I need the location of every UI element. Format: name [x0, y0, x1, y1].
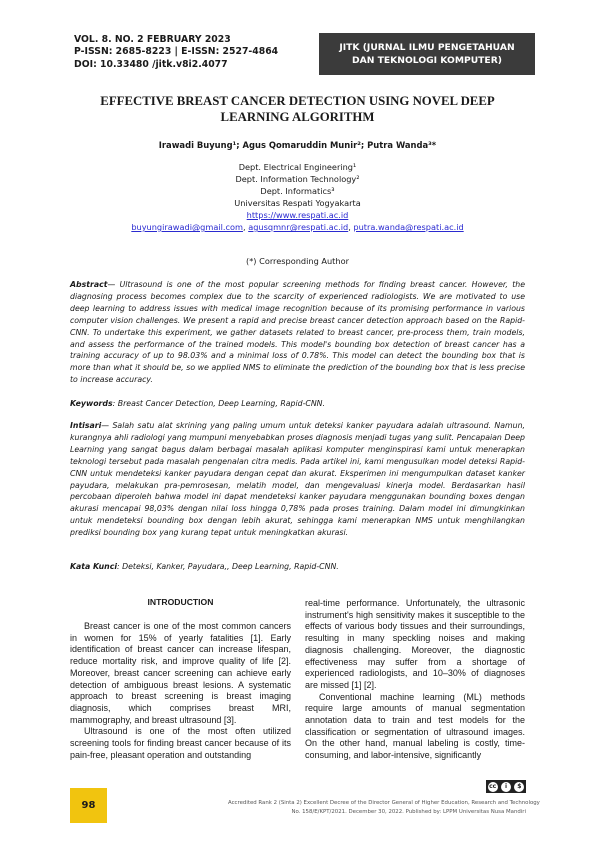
introduction-heading: INTRODUCTION	[147, 597, 214, 607]
left-column	[70, 621, 291, 761]
cc-by-icon: i	[501, 782, 511, 792]
license-line1: Accredited Rank 2 (Sinta 2) Excellent Decree of the Director General of Higher Education, Research and Technology	[228, 800, 540, 806]
journal-name-banner	[319, 33, 535, 75]
kata-kunci-text: : Deteksi, Kanker, Payudara,, Deep Learning, Rapid-CNN.	[117, 562, 339, 571]
creative-commons-icon	[486, 780, 526, 793]
right-column	[305, 598, 525, 762]
keywords-label: Keywords	[70, 399, 113, 408]
email-link-3[interactable]: putra.wanda@respati.ac.id	[353, 222, 464, 232]
journal-meta	[74, 34, 278, 71]
journal-name-line1: JITK (JURNAL ILMU PENGETAHUAN	[339, 42, 515, 53]
right-paragraph-1: real-time performance. Unfortunately, the ultrasonic instrument's high sensitivity makes it susceptible to the effects of various body tissues and their surroundings, resulting in many speckling noises and making diagnosis challenging. Moreover, the diagnostic effectiveness may suffer from a shortage of experienced radiologists, and 10–30% of diagnoses are missed [1] [2].	[305, 598, 525, 690]
keywords-text: : Breast Cancer Detection, Deep Learning, Rapid-CNN.	[112, 399, 325, 408]
left-paragraph-1: Breast cancer is one of the most common cancers in women for 15% of yearly fatalities [1]. Early identification of breast cancer can increase lifespan, reduce mortality risk, and improve quality of life [2]. Moreover, breast cancer screening can achieve early detection of ambiguous breast lesions. A systematic approach to breast screening is breast imaging diagnosis, which comprises breast MRI, mammography, and breast ultrasound [3].	[70, 621, 291, 725]
email-link-1[interactable]: buyungirawadi@gmail.com	[131, 222, 243, 232]
email-link-2[interactable]: agusqmnr@respati.ac.id	[248, 222, 349, 232]
affiliation-university: Universitas Respati Yogyakarta	[234, 198, 361, 208]
corresponding-author-note: (*) Corresponding Author	[246, 256, 349, 266]
page-number-box	[70, 788, 107, 823]
left-paragraph-2: Ultrasound is one of the most often utilized screening tools for finding breast cancer because of its pain-free, pleasant operation and outstanding	[70, 726, 291, 760]
affiliation-dept2: Dept. Information Technology²	[235, 174, 360, 184]
doi-info: DOI: 10.33480 /jitk.v8i2.4077	[74, 58, 228, 70]
page-number: 98	[81, 800, 96, 811]
paper-title	[40, 93, 555, 125]
cc-nc-icon: $	[514, 782, 524, 792]
university-website-link[interactable]: https://www.respati.ac.id	[246, 210, 349, 220]
kata-kunci-label: Kata Kunci	[70, 562, 118, 571]
issn-info: P-ISSN: 2685-8223 | E-ISSN: 2527-4864	[74, 46, 279, 58]
kata-kunci	[70, 562, 525, 571]
intisari-text: — Salah satu alat skrining yang paling umum untuk deteksi kanker payudara adalah ultrasound. Namun, kurangnya ahli radiologi yang mumpuni menyebabkan proses diagnosis menjadi tugas yang sulit. Pencapaian Deep Learning yang sangat bagus dalam berbagai masalah aplikasi komputer menginspirasi kami untuk menerapkan teknologi tersebut pada masalah pengenalan citra medis. Pada artikel ini, kami mengusulkan model deteksi Rapid-CNN untuk mendeteksi kanker payudara dengan cepat dan akurat. Eksperimen ini mengumpulkan dataset kanker payudara, melakukan pra-pemrosesan, melatih model, dan mengevaluasi kinerja model. Berdasarkan hasil percobaan diperoleh bahwa model ini dapat mendeteksi kanker payudara menggunakan bounding boxes dengan akurasi mencapai 98,03% dengan nilai loss hingga 0,78% pada proses training. Dalam model ini dimungkinkan untuk mendeteksi bounding box dengan lebih akurat, sehingga kami menerapkan NMS untuk menghilangkan prediksi bounding box yang kurang tepat untuk meningkatkan akurasi.	[70, 421, 525, 538]
abstract-text: — Ultrasound is one of the most popular screening methods for finding breast cancer. However, the diagnosing process becomes complex due to the scarcity of experienced radiologists. We are motivated to use deep learning to address issues with medical image recognition because of its promising performance in various computer vision challenges. We present a rapid and precise breast cancer detection approach based on the Rapid-CNN. To undertake this experiment, we gather datasets related to breast cancer, pre-process them, train models, and assess the performance of the trained models. This model's bounding box detection of breast cancer has a training accuracy of up to 98.03% and a minimal loss of 0.78%. This model can detect the bounding box that is more than what it should be, so we applied NMS to eliminate the prediction of the bounding box that is less precise to increase accuracy.	[70, 280, 525, 385]
affiliation-dept3: Dept. Informatics³	[260, 186, 335, 196]
affiliations: Dept. Electrical Engineering¹ Dept. Information Technology² Dept. Informatics³ Universitas Respati Yogyakarta https://www.respati.ac.id buyungirawadi@gmail.com, agusqmnr@respati.ac.id, putra.wanda@respati.ac.id	[40, 161, 555, 233]
intisari	[70, 420, 525, 539]
license-statement	[228, 799, 540, 817]
keywords	[70, 399, 525, 408]
author-list: Irawadi Buyung¹; Agus Qomaruddin Munir²; Putra Wanda³*	[158, 140, 437, 150]
license-line2: No. 158/E/KPT/2021. December 30, 2022. Published by: LPPM Universitas Nusa Mandiri	[291, 809, 526, 815]
intisari-label: Intisari	[70, 421, 102, 430]
affiliation-dept1: Dept. Electrical Engineering¹	[238, 162, 357, 172]
abstract	[70, 279, 525, 386]
title-line2: LEARNING ALGORITHM	[220, 110, 375, 124]
abstract-label: Abstract	[70, 280, 108, 289]
volume-info: VOL. 8. NO. 2 FEBRUARY 2023	[74, 34, 231, 45]
cc-icon: cc	[489, 782, 497, 790]
journal-name-line2: DAN TEKNOLOGI KOMPUTER)	[352, 55, 502, 66]
right-paragraph-2: Conventional machine learning (ML) methods require large amounts of manual segmentation annotation data to train and test models for the classification or segmentation of ultrasound images. On the other hand, manual labeling is costly, time-consuming, and labor-intensive, significantly	[305, 691, 525, 761]
title-line1: EFFECTIVE BREAST CANCER DETECTION USING NOVEL DEEP	[100, 94, 495, 108]
